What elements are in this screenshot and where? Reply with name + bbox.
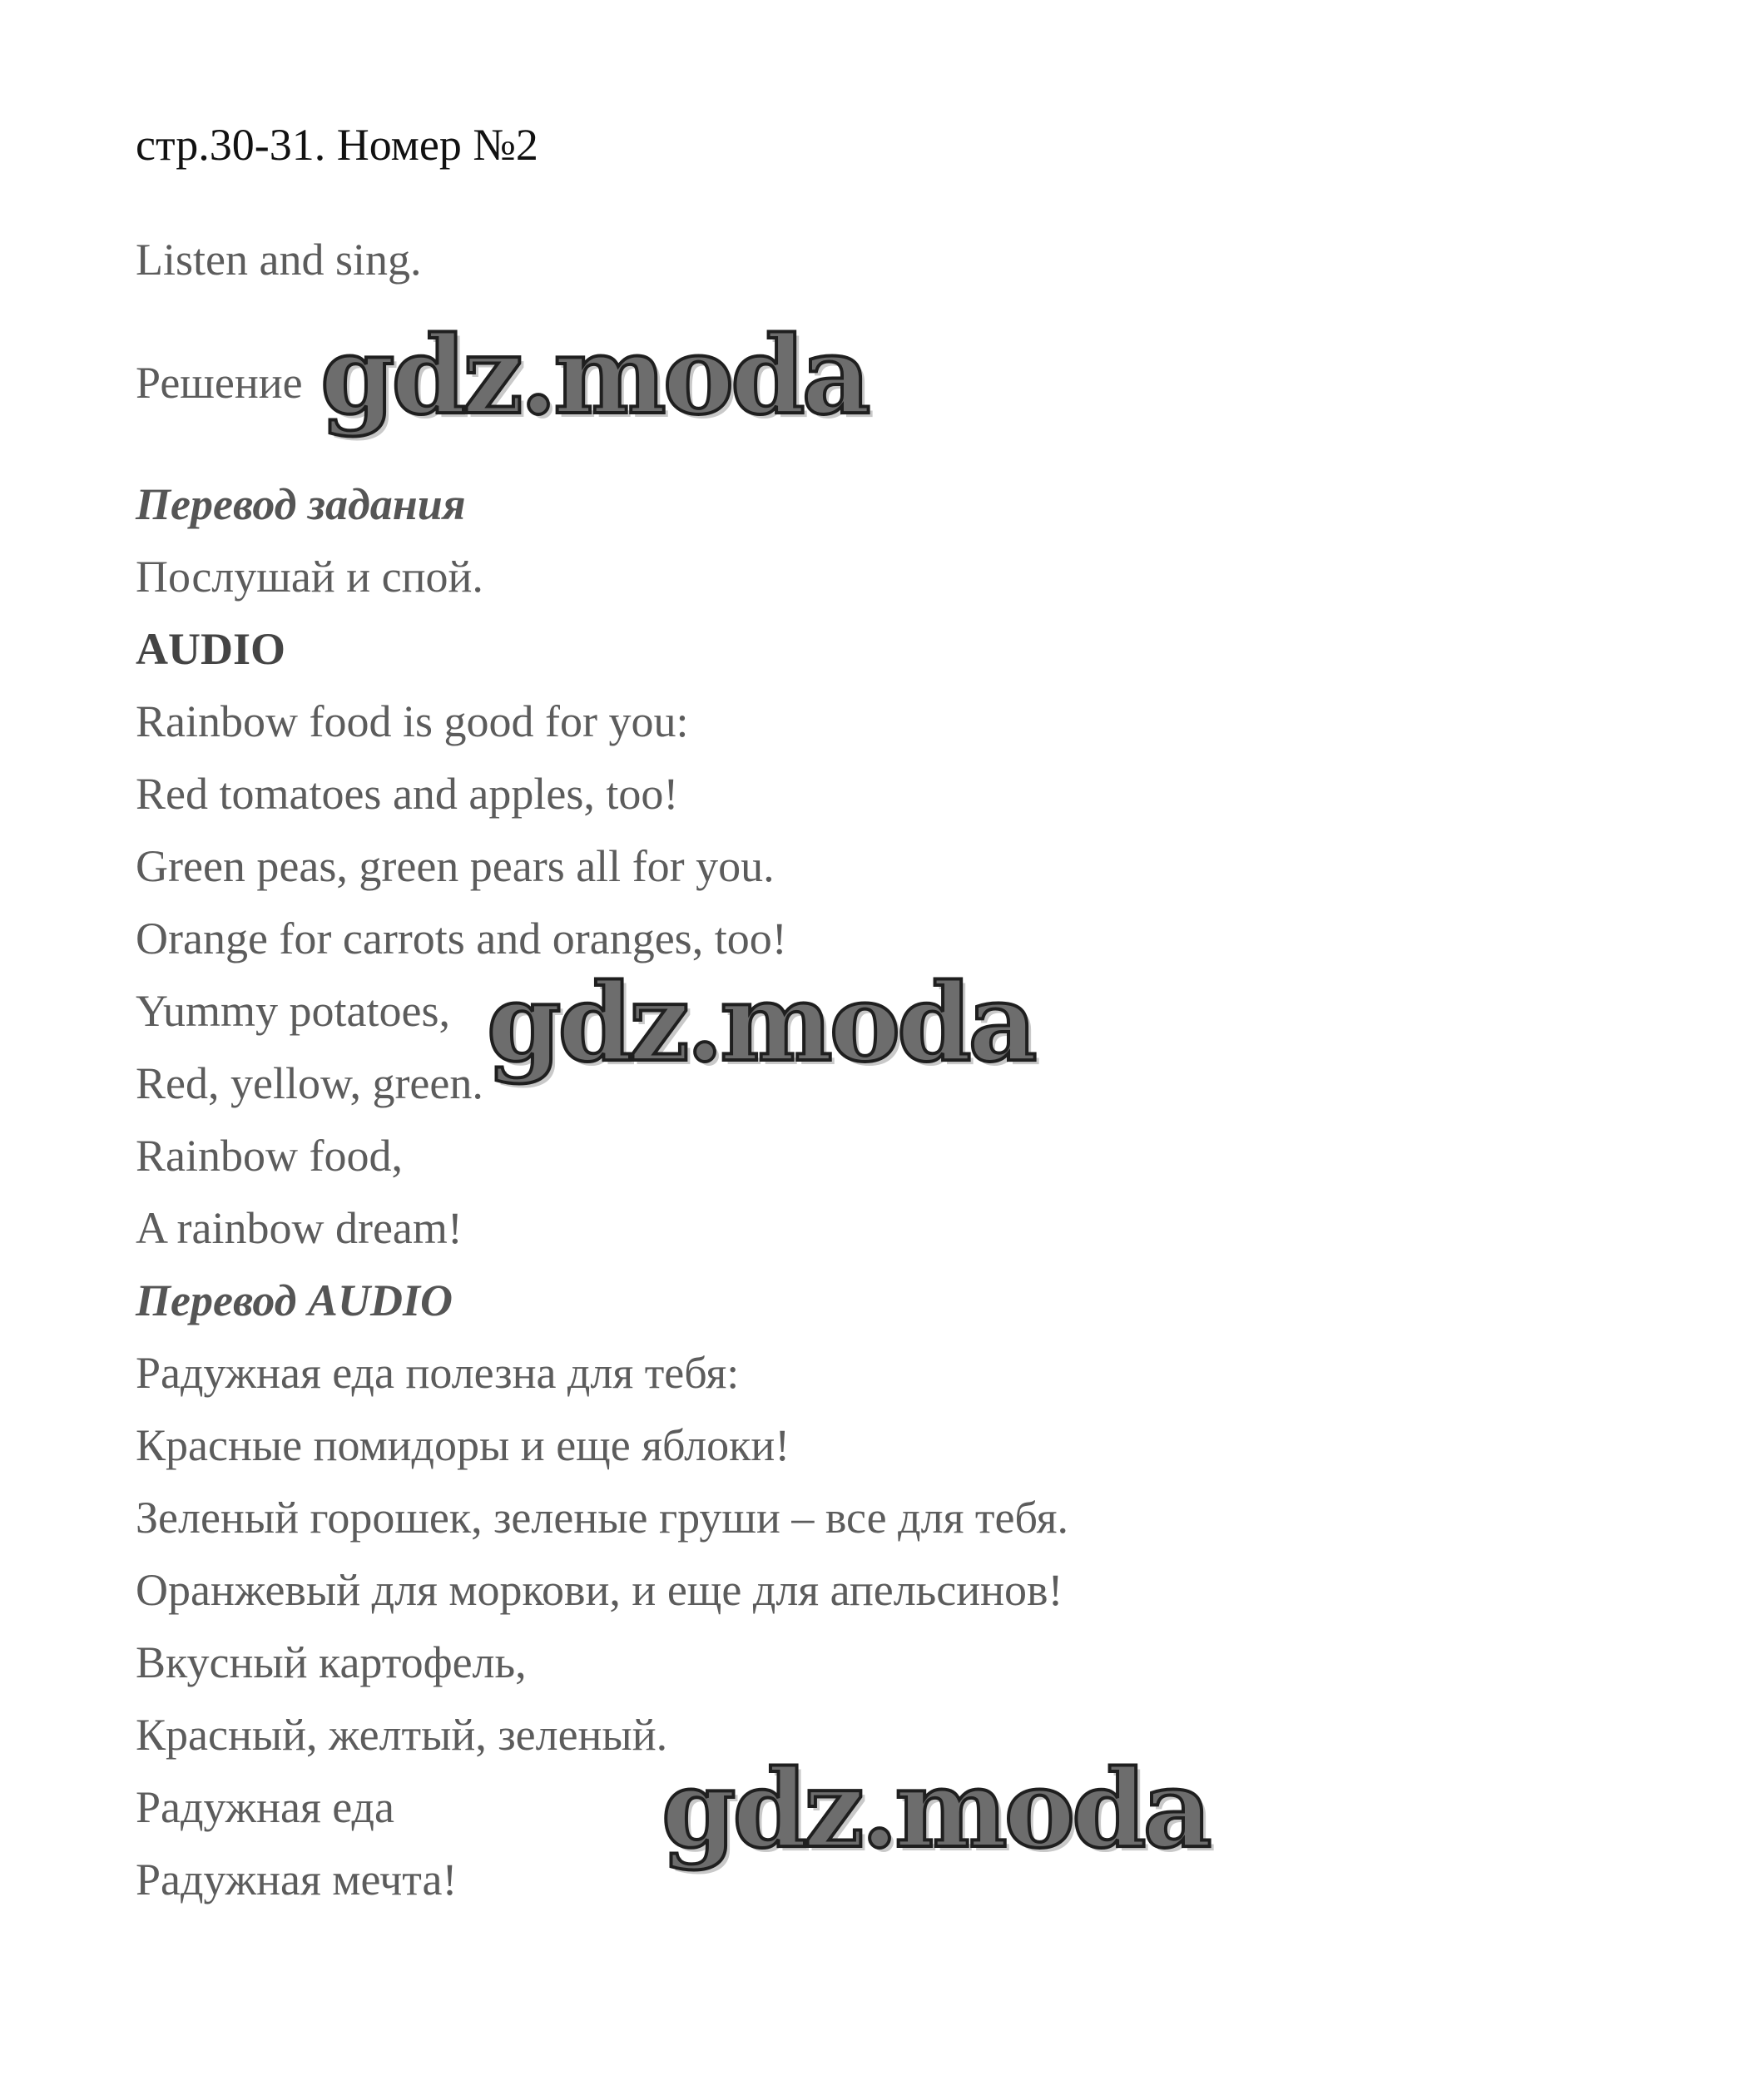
audio-translation-line: Радужная мечта! bbox=[136, 1855, 458, 1904]
task-translation-text: Послушай и спой. bbox=[136, 552, 483, 602]
audio-line: Yummy potatoes, bbox=[136, 986, 450, 1036]
audio-translation-line: Радужная еда bbox=[136, 1782, 394, 1832]
task-translation-heading: Перевод задания bbox=[136, 479, 466, 529]
page-header: стр.30-31. Номер №2 bbox=[136, 120, 538, 170]
audio-translation-line: Красный, желтый, зеленый. bbox=[136, 1710, 668, 1760]
audio-translation-line: Зеленый горошек, зеленые груши – все для тебя. bbox=[136, 1493, 1068, 1543]
audio-line: Green peas, green pears all for you. bbox=[136, 841, 775, 891]
audio-line: Orange for carrots and oranges, too! bbox=[136, 914, 787, 963]
audio-line: A rainbow dream! bbox=[136, 1203, 463, 1253]
audio-translation-line: Вкусный картофель, bbox=[136, 1637, 527, 1687]
audio-line: Red tomatoes and apples, too! bbox=[136, 769, 679, 819]
audio-translation-line: Радужная еда полезна для тебя: bbox=[136, 1348, 740, 1398]
solution-label: Решение bbox=[136, 358, 303, 408]
audio-translation-line: Оранжевый для моркови, и еще для апельсинов! bbox=[136, 1565, 1063, 1615]
audio-line: Rainbow food, bbox=[136, 1131, 403, 1181]
audio-heading: AUDIO bbox=[136, 624, 286, 674]
audio-line: Red, yellow, green. bbox=[136, 1058, 483, 1108]
watermark: gdz.moda bbox=[487, 961, 1034, 1086]
task-text: Listen and sing. bbox=[136, 235, 422, 285]
watermark: gdz.moda bbox=[320, 314, 868, 438]
audio-line: Rainbow food is good for you: bbox=[136, 696, 689, 746]
audio-translation-heading: Перевод AUDIO bbox=[136, 1275, 453, 1325]
audio-translation-line: Красные помидоры и еще яблоки! bbox=[136, 1420, 790, 1470]
watermark: gdz.moda bbox=[661, 1747, 1209, 1872]
